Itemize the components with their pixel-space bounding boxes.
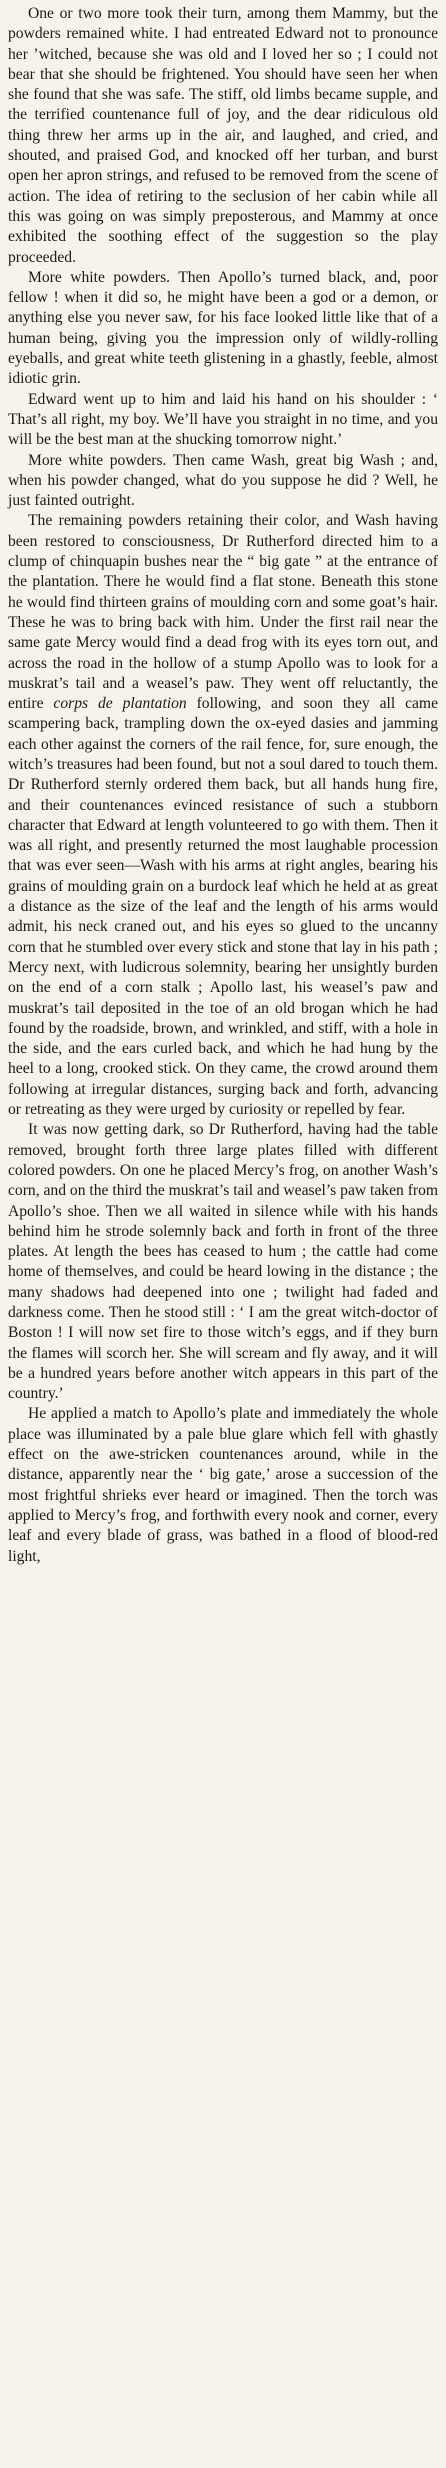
- paragraph-wash: More white powders. Then came Wash, great big Wash ; and, when his powder changed, what do you suppose he did ? Well, he just fainted outright.: [8, 451, 438, 510]
- paragraph-text: The remaining powders retaining their color, and Wash having been restored to consciousness, Dr Rutherford directed him to a clump of chinquapin bushes near the “ big gate ” at the entrance of the plantation. There he would find a flat stone. Beneath this stone he would find thirteen grains of moulding corn and some goat’s hair. These he was to bring back with him. Under the first rail near the same gate Mercy would find a dead frog with its eyes torn out, and across the road in the hollow of a stump Apollo was to look for a muskrat’s tail and a weasel’s paw. They went off reluctantly, the entire: [8, 512, 438, 713]
- paragraph-edward-speech: Edward went up to him and laid his hand on his shoulder : ‘ That’s all right, my boy. We’ll have you straight in no time, and you will be the best man at the shucking tomorrow night.’: [8, 390, 438, 449]
- paragraph-fire: He applied a match to Apollo’s plate and immediately the whole place was illuminated by a pale blue glare which fell with ghastly effect on the awe-stricken countenances around, while in the distance, apparently near the ‘ big gate,’ arose a succession of the most frightful shrieks ever heard or imagined. Then the torch was applied to Mercy’s frog, and forthwith every nook and corner, every leaf and every blade of grass, was bathed in a flood of blood-red light,: [8, 1405, 438, 1565]
- paragraph-mammy: One or two more took their turn, among them Mammy, but the powders remained white. I had entreated Edward not to pronounce her ’witched, because she was old and I loved her so ; I could not bear that she should be frightened. You should have seen her when she found that she was safe. The stiff, old limbs became supple, and the terrified countenance full of joy, and the dear ridiculous old thing threw her arms up in the air, and laughed, and cried, and shouted, and praised God, and knocked off her turban, and burst open her apron strings, and refused to be removed from the scene of action. The idea of retiring to the seclusion of her cabin while all this was going on was simply preposterous, and Mammy at once exhibited the soothing effect of the suggestion so the play proceeded.: [8, 5, 438, 266]
- paragraph-witch-doctor: It was now getting dark, so Dr Rutherford, having had the table removed, brought forth three large plates filled with different colored powders. On one he placed Mercy’s frog, on another Wash’s corn, and on the third the muskrat’s tail and weasel’s paw taken from Apollo’s shoe. Then we all waited in silence while with his hands behind him he strode solemnly back and forth in front of the three plates. At length the bees has ceased to hum ; the cattle had come home of themselves, and could be heard lowing in the distance ; the many shadows had deepened into one ; twilight had faded and darkness come. Then he stood still : ‘ I am the great witch-doctor of Boston ! I will now set fire to those witch’s eggs, and if they burn the flames will scorch her. She will scream and fly away, and it will be a hundred years before another witch appears in this part of the country.’: [8, 1121, 439, 1403]
- paragraph-text: following, and soon they all came scampering back, trampling down the ox-eyed dasies and jamming each other against the corners of the rail fence, for, sure enough, the witch’s treasures had been found, but not a soul dared to touch them. Dr Rutherford sternly ordered them back, but all hands hung fire, and their countenances evinced resistance of such a stubborn character that Edward at length volunteered to go with them. Then it was all right, and presently returned the most laughable procession that was ever seen—Wash with his arms at right angles, bearing his grains of moulding grain on a burdock leaf which he held at as great a distance as the size of the leaf and the length of his arms would admit, his neck craned out, and his eyes so glued to the uncanny corn that he stumbled over every stick and stone that lay in his path ; Mercy next, with ludicrous solemnity, bearing her unsightly burden on the end of a corn stalk ; Apollo last, his weasel’s paw and muskrat’s tail deposited in the toe of an old brogan which he had found by the roadside, brown, and wrinkled, and stiff, with a hole in the side, and the ears curled back, and which he had hung by the heel to a long, crooked stick. On they came, the crowd around them following at irregular distances, surging back and forth, advancing or retreating as they were urged by curiosity or repelled by fear.: [8, 695, 438, 1119]
- italic-phrase: corps de plantation: [53, 695, 187, 713]
- paragraph-apollo: More white powders. Then Apollo’s turned black, and, poor fellow ! when it did so, he might have been a god or a demon, or anything else you never saw, for his face looked little like that of a human being, giving you the impression only of wildly-rolling eyeballs, and great white teeth glistening in a ghastly, feeble, almost idiotic grin.: [8, 268, 438, 388]
- paragraph-witch-treasures: [8, 511, 438, 1120]
